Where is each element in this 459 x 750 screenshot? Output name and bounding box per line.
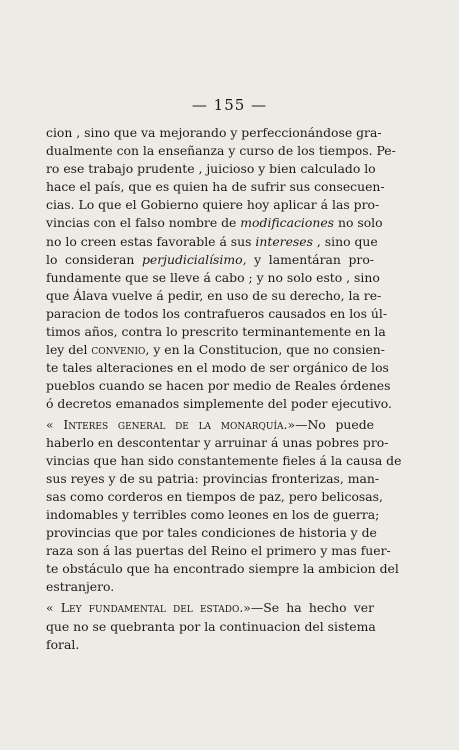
text-line: que no se quebranta por la continuacion del sistema (46, 618, 376, 634)
text-line: pueblos cuando se hacen por medio de Reales órdenes (46, 378, 391, 394)
text-line: haberlo en descontentar y arruinar á unas pobres pro- (46, 434, 389, 450)
text-line: ro ese trabajo prudente , juicioso y bien calculado lo (46, 161, 376, 177)
text-line: ó decretos emanados simplemente del poder ejecutivo. (46, 396, 392, 412)
text-line: provincias que por tales condiciones de historia y de (46, 525, 377, 541)
italic-term: intereses (255, 233, 313, 249)
text-line: no lo creen estas favorable á sus intereses , sino que (46, 233, 378, 249)
text-line: fundamente que se lleve á cabo ; y no solo esto , sino (46, 269, 380, 285)
page-number: — 155 — (191, 96, 268, 114)
text-line: indomables y terribles como leones en los de guerra; (46, 506, 380, 522)
text-line: cias. Lo que el Gobierno quiere hoy aplicar á las pro- (46, 197, 380, 213)
small-caps-term: convenio (91, 342, 146, 358)
text-line: foral. (46, 636, 80, 652)
small-caps-term: Interes general de la monarquía (63, 416, 284, 432)
text-line: vincias que han sido constantemente fieles á la causa de (46, 452, 402, 468)
text-line: te tales alteraciones en el modo de ser orgánico de los (46, 360, 389, 376)
text-line: cion , sino que va mejorando y perfeccionándose gra- (46, 125, 382, 140)
text-line: « Ley fundamental del estado.»—Se ha hecho ver (46, 600, 374, 616)
text-line: « Interes general de la monarquía.»—No puede (46, 416, 374, 432)
small-caps-term: Ley fundamental del estado (60, 600, 240, 616)
text-line: lo consideran perjudicialísimo, y lamentáran pro- (46, 251, 374, 267)
text-line: sas como corderos en tiempos de paz, pero belicosas, (46, 488, 383, 504)
text-line: paracion de todos los contrafueros causados en los úl- (46, 305, 388, 321)
text-line: dualmente con la enseñanza y curso de los tiempos. Pe- (46, 143, 396, 159)
body-text (46, 124, 402, 654)
text-line: sus reyes y de su patria: provincias fronterizas, man- (46, 470, 380, 486)
text-line: que Álava vuelve á pedir, en uso de su derecho, la re- (46, 287, 382, 303)
text-line: raza son á las puertas del Reino el primero y mas fuer- (46, 543, 391, 559)
text-line: vincias con el falso nombre de modificaciones no solo (46, 215, 383, 231)
text-line: ley del convenio, y en la Constitucion, que no consien- (46, 342, 385, 358)
italic-term: perjudicialísimo, (141, 251, 247, 267)
text-line: timos años, contra lo prescrito terminantemente en la (46, 324, 386, 340)
text-line: estranjero. (46, 579, 115, 595)
text-line: hace el país, que es quien ha de sufrir sus consecuen- (46, 179, 385, 195)
text-line: te obstáculo que ha encontrado siempre la ambicion del (46, 561, 399, 577)
italic-term: modificaciones (240, 215, 335, 231)
